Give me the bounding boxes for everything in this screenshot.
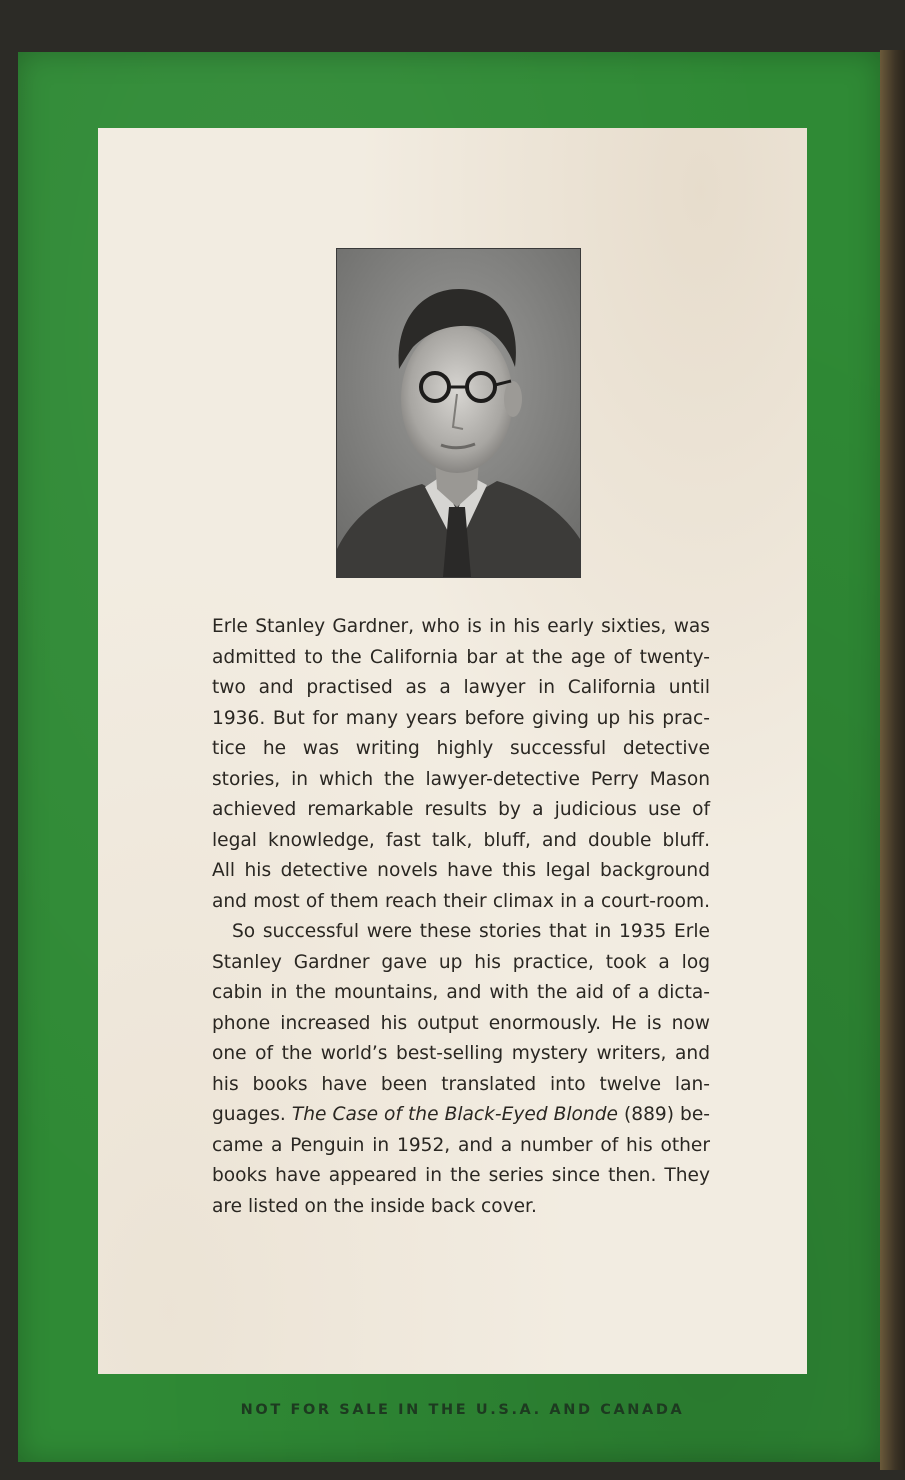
bio-line: admitted to the California bar at the age of twenty-	[212, 646, 710, 668]
footer-text: NOT FOR SALE IN THE U.S.A. AND CANADA	[240, 1402, 685, 1418]
bio-line: So successful were these stories that in 1935 Erle	[232, 921, 710, 942]
bio-line-with-title	[212, 1100, 710, 1131]
bio-line: books have appeared in the series since then. They	[212, 1165, 710, 1186]
bio-line: Erle Stanley Gardner, who is in his early sixties, was	[212, 616, 710, 637]
bio-line: achieved remarkable results by a judicious use of	[212, 799, 710, 820]
bio-line: All his detective novels have this legal background	[212, 860, 710, 881]
bio-line: are listed on the inside back cover.	[212, 1195, 537, 1217]
bio-text: (889) be-	[617, 1104, 710, 1125]
author-portrait	[336, 248, 581, 578]
bio-line: two and practised as a lawyer in California until	[212, 677, 710, 698]
author-photo-image	[337, 249, 580, 577]
bio-line: cabin in the mountains, and with the aid of a dicta-	[212, 982, 710, 1003]
bio-line: legal knowledge, fast talk, bluff, and double bluff.	[212, 829, 710, 851]
bio-line: Stanley Gardner gave up his practice, took a log	[212, 951, 710, 973]
bio-line: tice he was writing highly successful detective	[212, 738, 710, 759]
bio-line: 1936. But for many years before giving up his prac-	[212, 707, 710, 729]
bio-paragraph-1	[212, 612, 710, 917]
bio-line: came a Penguin in 1952, and a number of his other	[212, 1134, 710, 1156]
bio-line: and most of them reach their climax in a court-room.	[212, 890, 710, 912]
book-title: The Case of the Black-Eyed Blonde	[291, 1104, 618, 1125]
bio-line: one of the world’s best-selling mystery writers, and	[212, 1043, 710, 1064]
bio-text: guages.	[212, 1104, 292, 1125]
bio-line: phone increased his output enormously. He is now	[212, 1012, 710, 1034]
bio-line: his books have been translated into twelve lan-	[212, 1073, 710, 1095]
sale-restriction-notice	[0, 1402, 905, 1418]
bio-paragraph-2	[212, 917, 710, 1222]
page-edge	[880, 50, 905, 1470]
bio-line: stories, in which the lawyer-detective Perry Mason	[212, 768, 710, 790]
author-biography	[212, 612, 710, 1222]
